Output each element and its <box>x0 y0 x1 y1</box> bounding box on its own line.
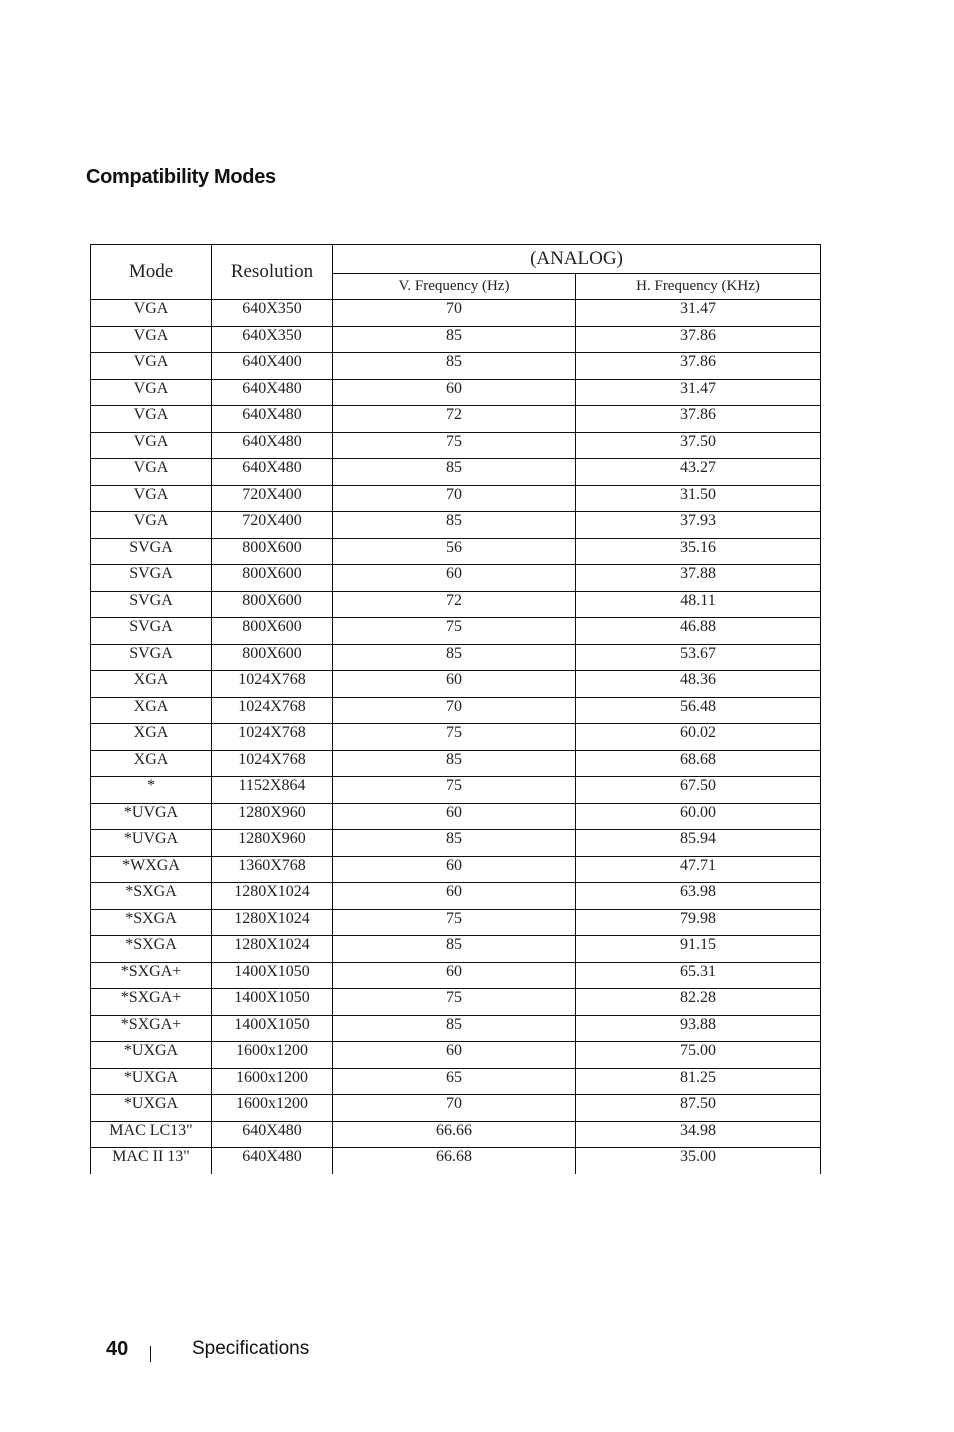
resolution-cell: 1600x1200 <box>212 1095 333 1122</box>
resolution-cell: 800X600 <box>212 591 333 618</box>
table-row <box>91 936 821 963</box>
resolution-cell: 1280X1024 <box>212 909 333 936</box>
table-row <box>91 909 821 936</box>
v-frequency-cell: 85 <box>333 1015 576 1042</box>
v-frequency-cell: 85 <box>333 326 576 353</box>
column-header-h-frequency: H. Frequency (KHz) <box>576 273 821 299</box>
h-frequency-cell: 67.50 <box>576 777 821 804</box>
mode-cell: *UVGA <box>91 803 212 830</box>
mode-cell: *SXGA <box>91 936 212 963</box>
resolution-cell: 640X480 <box>212 379 333 406</box>
v-frequency-cell: 85 <box>333 459 576 486</box>
table-row <box>91 856 821 883</box>
h-frequency-cell: 37.50 <box>576 432 821 459</box>
mode-cell: SVGA <box>91 538 212 565</box>
v-frequency-cell: 70 <box>333 1095 576 1122</box>
mode-cell: XGA <box>91 697 212 724</box>
resolution-cell: 1280X1024 <box>212 936 333 963</box>
mode-cell: VGA <box>91 406 212 433</box>
mode-cell: XGA <box>91 671 212 698</box>
v-frequency-cell: 70 <box>333 485 576 512</box>
h-frequency-cell: 48.11 <box>576 591 821 618</box>
v-frequency-cell: 85 <box>333 353 576 380</box>
resolution-cell: 800X600 <box>212 618 333 645</box>
resolution-cell: 800X600 <box>212 644 333 671</box>
resolution-cell: 1280X1024 <box>212 883 333 910</box>
resolution-cell: 640X480 <box>212 1148 333 1174</box>
table-row <box>91 803 821 830</box>
h-frequency-cell: 37.93 <box>576 512 821 539</box>
table-row <box>91 618 821 645</box>
v-frequency-cell: 70 <box>333 300 576 327</box>
resolution-cell: 640X400 <box>212 353 333 380</box>
h-frequency-cell: 31.47 <box>576 300 821 327</box>
table-row <box>91 671 821 698</box>
v-frequency-cell: 75 <box>333 432 576 459</box>
v-frequency-cell: 85 <box>333 512 576 539</box>
resolution-cell: 640X480 <box>212 459 333 486</box>
h-frequency-cell: 60.00 <box>576 803 821 830</box>
h-frequency-cell: 35.00 <box>576 1148 821 1174</box>
mode-cell: *UXGA <box>91 1042 212 1069</box>
v-frequency-cell: 60 <box>333 856 576 883</box>
table-row <box>91 962 821 989</box>
table-row <box>91 485 821 512</box>
mode-cell: XGA <box>91 750 212 777</box>
mode-cell: *UVGA <box>91 830 212 857</box>
table-row <box>91 777 821 804</box>
table-row <box>91 353 821 380</box>
mode-cell: MAC LC13" <box>91 1121 212 1148</box>
h-frequency-cell: 37.86 <box>576 326 821 353</box>
v-frequency-cell: 75 <box>333 909 576 936</box>
resolution-cell: 1024X768 <box>212 750 333 777</box>
resolution-cell: 1360X768 <box>212 856 333 883</box>
h-frequency-cell: 68.68 <box>576 750 821 777</box>
resolution-cell: 640X480 <box>212 432 333 459</box>
h-frequency-cell: 87.50 <box>576 1095 821 1122</box>
v-frequency-cell: 65 <box>333 1068 576 1095</box>
h-frequency-cell: 85.94 <box>576 830 821 857</box>
v-frequency-cell: 72 <box>333 591 576 618</box>
v-frequency-cell: 60 <box>333 671 576 698</box>
resolution-cell: 640X350 <box>212 326 333 353</box>
mode-cell: VGA <box>91 512 212 539</box>
resolution-cell: 720X400 <box>212 512 333 539</box>
h-frequency-cell: 53.67 <box>576 644 821 671</box>
page-heading: Compatibility Modes <box>86 166 276 188</box>
mode-cell: *SXGA <box>91 909 212 936</box>
h-frequency-cell: 46.88 <box>576 618 821 645</box>
table-row <box>91 591 821 618</box>
mode-cell: VGA <box>91 459 212 486</box>
table-row <box>91 300 821 327</box>
table-row <box>91 1015 821 1042</box>
mode-cell: VGA <box>91 485 212 512</box>
mode-cell: *UXGA <box>91 1095 212 1122</box>
column-header-resolution: Resolution <box>212 245 333 300</box>
table-header-row <box>91 245 821 274</box>
v-frequency-cell: 85 <box>333 936 576 963</box>
resolution-cell: 1152X864 <box>212 777 333 804</box>
resolution-cell: 1024X768 <box>212 724 333 751</box>
table-row <box>91 379 821 406</box>
compatibility-modes-table <box>90 244 821 1174</box>
table-row <box>91 1148 821 1174</box>
resolution-cell: 1024X768 <box>212 697 333 724</box>
table-row <box>91 565 821 592</box>
h-frequency-cell: 48.36 <box>576 671 821 698</box>
table-row <box>91 644 821 671</box>
column-group-header-analog: (ANALOG) <box>333 245 821 274</box>
h-frequency-cell: 81.25 <box>576 1068 821 1095</box>
table-row <box>91 459 821 486</box>
v-frequency-cell: 60 <box>333 962 576 989</box>
resolution-cell: 1400X1050 <box>212 1015 333 1042</box>
v-frequency-cell: 60 <box>333 803 576 830</box>
v-frequency-cell: 75 <box>333 777 576 804</box>
mode-cell: VGA <box>91 326 212 353</box>
mode-cell: * <box>91 777 212 804</box>
resolution-cell: 800X600 <box>212 565 333 592</box>
mode-cell: *UXGA <box>91 1068 212 1095</box>
resolution-cell: 1280X960 <box>212 803 333 830</box>
h-frequency-cell: 75.00 <box>576 1042 821 1069</box>
resolution-cell: 800X600 <box>212 538 333 565</box>
mode-cell: VGA <box>91 379 212 406</box>
v-frequency-cell: 72 <box>333 406 576 433</box>
h-frequency-cell: 35.16 <box>576 538 821 565</box>
mode-cell: SVGA <box>91 644 212 671</box>
table-row <box>91 830 821 857</box>
h-frequency-cell: 47.71 <box>576 856 821 883</box>
table-row <box>91 432 821 459</box>
resolution-cell: 1400X1050 <box>212 989 333 1016</box>
v-frequency-cell: 66.68 <box>333 1148 576 1174</box>
mode-cell: VGA <box>91 353 212 380</box>
v-frequency-cell: 60 <box>333 565 576 592</box>
footer-divider <box>150 1346 151 1362</box>
page-number: 40 <box>106 1338 129 1360</box>
h-frequency-cell: 91.15 <box>576 936 821 963</box>
h-frequency-cell: 31.50 <box>576 485 821 512</box>
resolution-cell: 1280X960 <box>212 830 333 857</box>
v-frequency-cell: 60 <box>333 883 576 910</box>
table-header <box>91 245 821 300</box>
h-frequency-cell: 37.86 <box>576 353 821 380</box>
table-row <box>91 750 821 777</box>
v-frequency-cell: 75 <box>333 724 576 751</box>
table-row <box>91 538 821 565</box>
h-frequency-cell: 79.98 <box>576 909 821 936</box>
resolution-cell: 640X350 <box>212 300 333 327</box>
mode-cell: SVGA <box>91 618 212 645</box>
resolution-cell: 1024X768 <box>212 671 333 698</box>
h-frequency-cell: 63.98 <box>576 883 821 910</box>
h-frequency-cell: 34.98 <box>576 1121 821 1148</box>
table-row <box>91 406 821 433</box>
table-row <box>91 1121 821 1148</box>
v-frequency-cell: 75 <box>333 989 576 1016</box>
h-frequency-cell: 82.28 <box>576 989 821 1016</box>
resolution-cell: 1600x1200 <box>212 1042 333 1069</box>
mode-cell: *SXGA+ <box>91 1015 212 1042</box>
table-row <box>91 326 821 353</box>
v-frequency-cell: 60 <box>333 1042 576 1069</box>
column-header-mode: Mode <box>91 245 212 300</box>
v-frequency-cell: 60 <box>333 379 576 406</box>
mode-cell: SVGA <box>91 591 212 618</box>
h-frequency-cell: 43.27 <box>576 459 821 486</box>
mode-cell: *SXGA+ <box>91 962 212 989</box>
h-frequency-cell: 37.86 <box>576 406 821 433</box>
table-body <box>91 300 821 1174</box>
table-row <box>91 512 821 539</box>
h-frequency-cell: 93.88 <box>576 1015 821 1042</box>
h-frequency-cell: 65.31 <box>576 962 821 989</box>
h-frequency-cell: 31.47 <box>576 379 821 406</box>
mode-cell: VGA <box>91 432 212 459</box>
v-frequency-cell: 85 <box>333 830 576 857</box>
table-row <box>91 697 821 724</box>
resolution-cell: 640X480 <box>212 406 333 433</box>
table-row <box>91 883 821 910</box>
mode-cell: *SXGA <box>91 883 212 910</box>
table-row <box>91 724 821 751</box>
table-row <box>91 989 821 1016</box>
v-frequency-cell: 66.66 <box>333 1121 576 1148</box>
resolution-cell: 1400X1050 <box>212 962 333 989</box>
table-row <box>91 1042 821 1069</box>
resolution-cell: 1600x1200 <box>212 1068 333 1095</box>
resolution-cell: 640X480 <box>212 1121 333 1148</box>
mode-cell: *WXGA <box>91 856 212 883</box>
column-header-v-frequency: V. Frequency (Hz) <box>333 273 576 299</box>
v-frequency-cell: 56 <box>333 538 576 565</box>
mode-cell: *SXGA+ <box>91 989 212 1016</box>
h-frequency-cell: 37.88 <box>576 565 821 592</box>
mode-cell: XGA <box>91 724 212 751</box>
h-frequency-cell: 56.48 <box>576 697 821 724</box>
footer-section-title: Specifications <box>192 1338 310 1359</box>
mode-cell: SVGA <box>91 565 212 592</box>
v-frequency-cell: 85 <box>333 644 576 671</box>
mode-cell: VGA <box>91 300 212 327</box>
v-frequency-cell: 70 <box>333 697 576 724</box>
v-frequency-cell: 75 <box>333 618 576 645</box>
resolution-cell: 720X400 <box>212 485 333 512</box>
mode-cell: MAC II 13" <box>91 1148 212 1174</box>
v-frequency-cell: 85 <box>333 750 576 777</box>
h-frequency-cell: 60.02 <box>576 724 821 751</box>
table-row <box>91 1068 821 1095</box>
table-row <box>91 1095 821 1122</box>
